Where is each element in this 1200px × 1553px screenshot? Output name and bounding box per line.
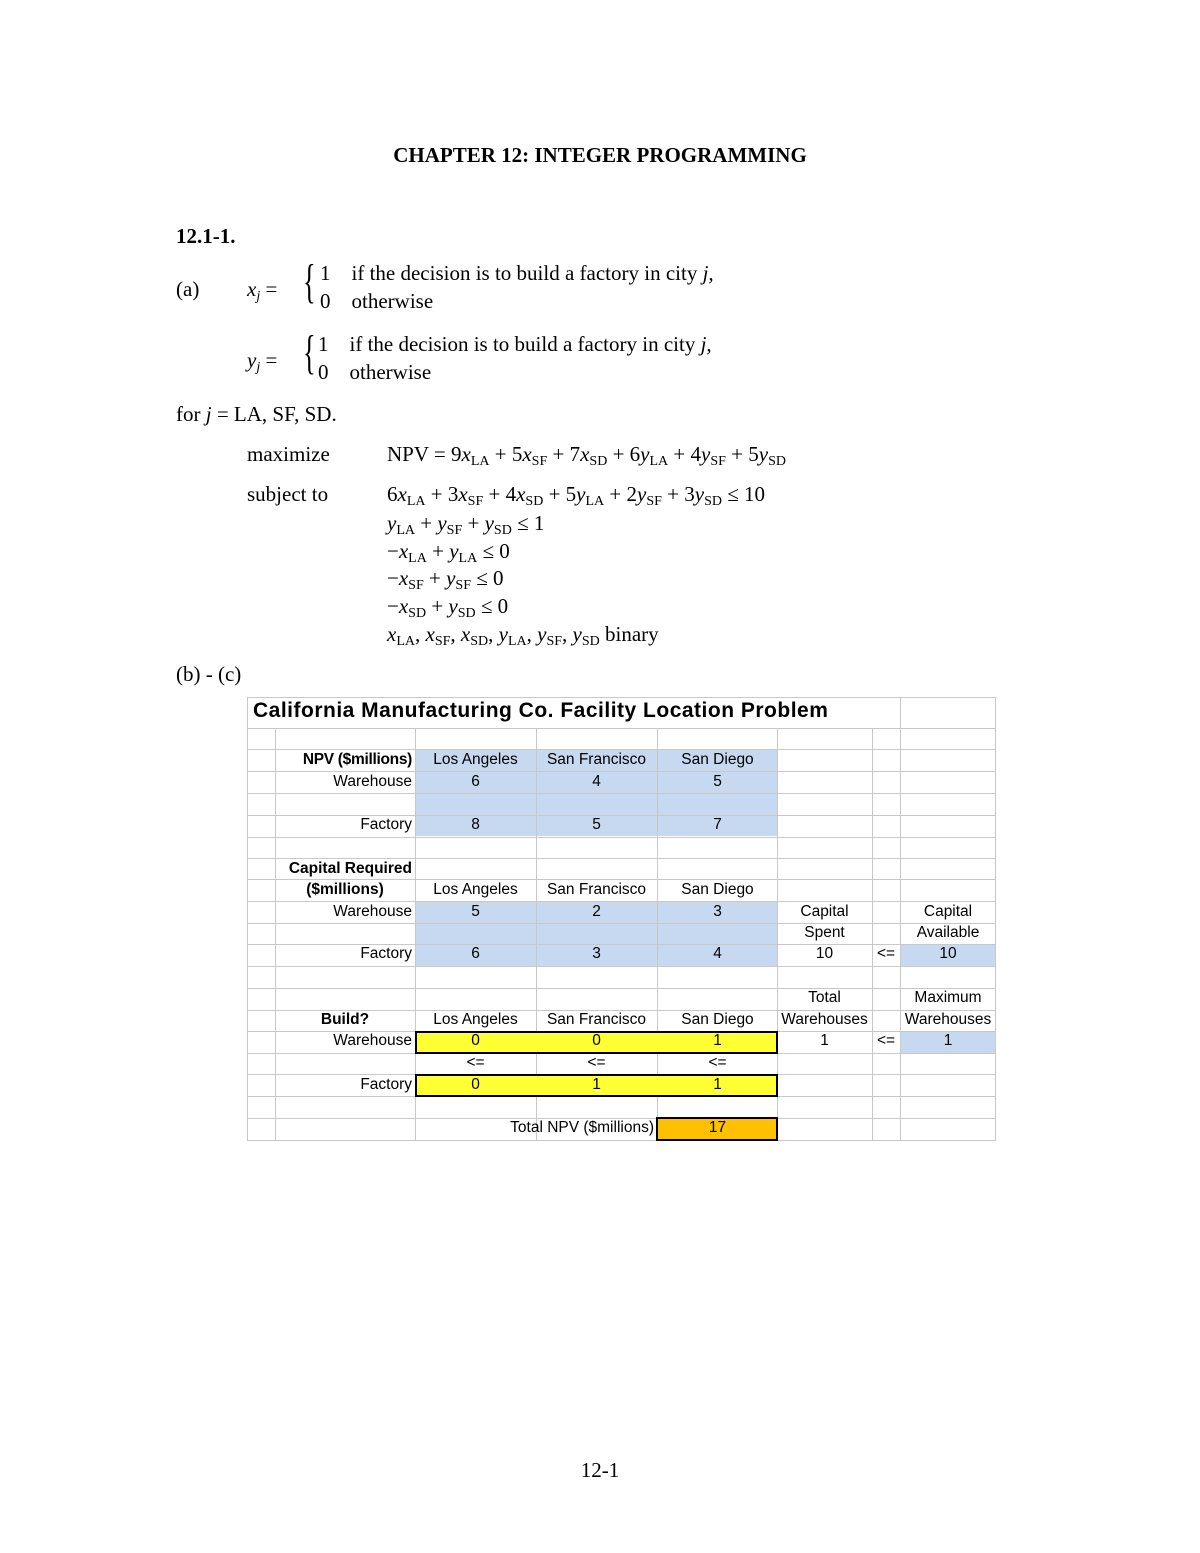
build-factory-sf[interactable]: 1 [592, 1076, 601, 1093]
constraint-sd: $-x_{SD} + y_{SD} \le 0$ [387, 594, 509, 621]
link-le-sd: <= [708, 1054, 727, 1071]
npv-warehouse-la[interactable]: 6 [471, 773, 480, 790]
capital-warehouse-sd[interactable]: 3 [713, 903, 722, 920]
capital-row-factory: Factory [360, 945, 412, 962]
total-warehouses-label-1: Total [808, 989, 841, 1006]
npv-warehouse-sd[interactable]: 5 [713, 773, 722, 790]
build-factory-sd[interactable]: 1 [713, 1076, 722, 1093]
y-case-zero-text: otherwise [349, 360, 432, 384]
for-j: j [205, 402, 212, 426]
warehouses-le-symbol: <= [876, 1032, 896, 1049]
y-case-one-text: if the decision is to build a factory in city [349, 332, 696, 356]
build-warehouse-sf[interactable]: 0 [592, 1032, 601, 1049]
capital-le-symbol: <= [876, 945, 896, 962]
constraint-warehouses: $y_{LA} + y_{SF} + y_{SD} \le 1$ [387, 511, 545, 538]
x-definition-lhs: $x_j$ = [247, 277, 278, 304]
spreadsheet [247, 697, 996, 1141]
build-city-la: Los Angeles [433, 1011, 518, 1028]
part-a-label: (a) [176, 277, 200, 301]
total-npv-value[interactable]: 17 [708, 1119, 727, 1136]
left-brace-x: { [303, 255, 316, 308]
capital-available-value[interactable]: 10 [939, 945, 957, 962]
build-row-factory: Factory [360, 1076, 412, 1093]
constraint-la: $-x_{LA} + y_{LA} \le 0$ [387, 539, 510, 566]
objective-function: NPV = $9x_{LA} + 5x_{SF} + 7x_{SD} + 6y_{LA} + 4y_{SF} + 5y_{SD}$ [387, 442, 786, 469]
for-text: for [176, 402, 201, 426]
constraint-capital: $6x_{LA} + 3x_{SF} + 4x_{SD} + 5y_{LA} + 2y_{SF} + 3y_{SD} \le 10$ [387, 482, 766, 509]
y-case-one-j: j, [700, 332, 712, 356]
total-warehouses-label-2: Warehouses [781, 1011, 868, 1028]
sheet-title: California Manufacturing Co. Facility Location Problem [253, 699, 829, 722]
build-header: Build? [320, 1011, 370, 1028]
capital-warehouse-la[interactable]: 5 [471, 903, 480, 920]
build-city-sf: San Francisco [546, 1011, 647, 1028]
npv-row-warehouse: Warehouse [333, 773, 412, 790]
capital-warehouse-sf[interactable]: 2 [592, 903, 601, 920]
npv-factory-sf[interactable]: 5 [592, 816, 601, 833]
link-le-sf: <= [587, 1054, 606, 1071]
maximize-label: maximize [247, 442, 330, 466]
capital-spent-value[interactable]: 10 [815, 945, 834, 962]
x-cases [320, 259, 714, 315]
chapter-title: CHAPTER 12: INTEGER PROGRAMMING [393, 143, 807, 167]
npv-header: NPV ($millions) [302, 751, 412, 768]
y-cases [318, 330, 712, 386]
constraint-binary: $x_{LA}$, $x_{SF}$, $x_{SD}$, $y_{LA}$, $y_{SF}$, $y_{SD}$ binary [387, 622, 659, 649]
build-warehouse-la[interactable]: 0 [471, 1032, 480, 1049]
npv-city-sf: San Francisco [546, 751, 647, 768]
subject-to-label: subject to [247, 482, 329, 506]
y-case-one: 1 [318, 332, 329, 356]
capital-city-sd: San Diego [681, 881, 754, 898]
total-npv-label: Total NPV ($millions) [510, 1119, 654, 1136]
x-case-one: 1 [320, 261, 331, 285]
x-var: x [247, 277, 257, 301]
constraint-sf: $-x_{SF} + y_{SF} \le 0$ [387, 566, 504, 593]
npv-factory-sd[interactable]: 7 [713, 816, 722, 833]
build-row-warehouse: Warehouse [333, 1032, 412, 1049]
x-sub-j: j [256, 289, 261, 304]
capital-city-sf: San Francisco [546, 881, 647, 898]
problem-number: 12.1-1. [176, 224, 236, 248]
x-case-one-text: if the decision is to build a factory in city [351, 261, 698, 285]
capital-header-1: Capital Required [288, 860, 412, 877]
for-line [176, 402, 337, 427]
total-warehouses-value[interactable]: 1 [820, 1032, 829, 1049]
capital-city-la: Los Angeles [433, 881, 518, 898]
y-definition-lhs: $y_j$ = [247, 348, 278, 375]
y-var: y [247, 348, 257, 372]
part-bc-label: (b) - (c) [176, 662, 242, 686]
npv-factory-la[interactable]: 8 [471, 816, 480, 833]
for-values: = LA, SF, SD. [216, 402, 337, 426]
build-city-sd: San Diego [681, 1011, 754, 1028]
capital-row-warehouse: Warehouse [333, 903, 412, 920]
capital-available-label-1: Capital [923, 903, 973, 920]
page-number: 12-1 [580, 1458, 620, 1482]
capital-spent-label-2: Spent [804, 924, 845, 941]
y-case-zero: 0 [318, 360, 329, 384]
y-sub-j: j [256, 360, 261, 375]
npv-city-sd: San Diego [681, 751, 754, 768]
max-warehouses-label-2: Warehouses [904, 1011, 992, 1028]
capital-factory-la[interactable]: 6 [471, 945, 480, 962]
max-warehouses-value[interactable]: 1 [943, 1032, 953, 1049]
capital-factory-sf[interactable]: 3 [592, 945, 601, 962]
capital-factory-sd[interactable]: 4 [713, 945, 722, 962]
capital-spent-label-1: Capital [800, 903, 849, 920]
link-le-la: <= [466, 1054, 485, 1071]
max-warehouses-label-1: Maximum [914, 989, 982, 1006]
build-warehouse-sd[interactable]: 1 [713, 1032, 722, 1049]
left-brace-y: { [303, 326, 316, 379]
x-case-one-j: j, [702, 261, 714, 285]
capital-available-label-2: Available [916, 924, 980, 941]
build-factory-la[interactable]: 0 [471, 1076, 480, 1093]
npv-city-la: Los Angeles [433, 751, 518, 768]
x-case-zero-text: otherwise [351, 289, 434, 313]
npv-row-factory: Factory [360, 816, 412, 833]
capital-header-2: ($millions) [306, 881, 384, 898]
x-case-zero: 0 [320, 289, 331, 313]
npv-warehouse-sf[interactable]: 4 [592, 773, 601, 790]
